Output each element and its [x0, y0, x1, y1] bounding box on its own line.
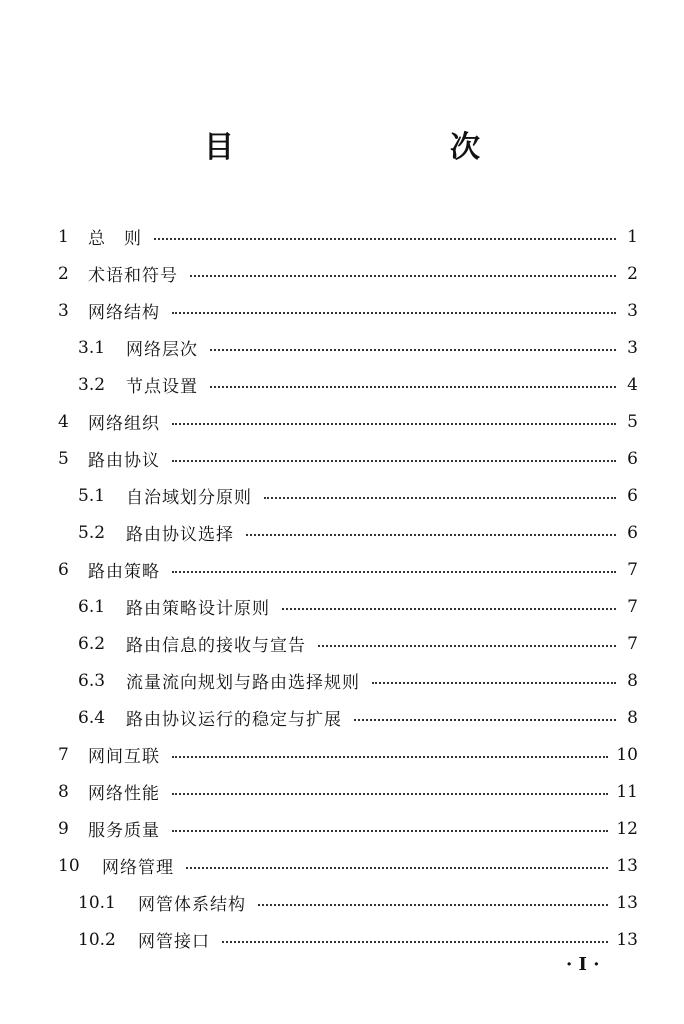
toc-entry-number: 6.2 — [78, 633, 106, 654]
toc-entry-number: 6.1 — [78, 596, 106, 617]
toc-entry-6-2[interactable] — [0, 625, 684, 662]
toc-entry-page: 7 — [627, 596, 638, 617]
dot-leader — [172, 830, 608, 832]
toc-entry-number: 7 — [58, 744, 69, 765]
toc-entry-page: 2 — [627, 263, 638, 284]
page-title: 目 次 — [204, 130, 532, 165]
toc-entry-title: 路由协议选择 — [126, 525, 234, 545]
toc-entry-number: 8 — [58, 781, 69, 802]
dot-leader — [172, 756, 608, 758]
toc-entry-page: 5 — [627, 411, 638, 432]
toc-entry-8[interactable] — [0, 773, 684, 810]
dot-leader — [264, 497, 616, 499]
dot-leader — [210, 349, 616, 351]
toc-entry-page: 10 — [616, 744, 638, 765]
toc-entry-title: 总 则 — [88, 229, 142, 249]
dot-leader — [258, 904, 608, 906]
dot-leader — [246, 534, 616, 536]
dot-leader — [172, 793, 608, 795]
toc-entry-number: 10 — [58, 855, 80, 876]
toc-entry-title: 服务质量 — [88, 821, 160, 841]
toc-entry-page: 3 — [627, 300, 638, 321]
toc-entry-title: 网络结构 — [88, 303, 160, 323]
dot-leader — [172, 312, 616, 314]
dot-leader — [354, 719, 616, 721]
toc-entry-9[interactable] — [0, 810, 684, 847]
toc-entry-number: 3.1 — [78, 337, 106, 358]
toc-entry-page: 4 — [627, 374, 638, 395]
toc-entry-1[interactable] — [0, 218, 684, 255]
page-number: · Ⅰ · — [566, 954, 600, 975]
toc-entry-title: 网间互联 — [88, 747, 160, 767]
toc-entry-title: 节点设置 — [126, 377, 198, 397]
toc-entry-number: 5.2 — [78, 522, 106, 543]
toc-entry-4[interactable] — [0, 403, 684, 440]
toc-entry-title: 网络组织 — [88, 414, 160, 434]
table-of-contents — [0, 218, 684, 958]
toc-entry-page: 8 — [627, 707, 638, 728]
toc-entry-number: 4 — [58, 411, 69, 432]
toc-entry-page: 13 — [616, 892, 638, 913]
toc-entry-page: 6 — [627, 522, 638, 543]
toc-entry-3-1[interactable] — [0, 329, 684, 366]
toc-entry-number: 1 — [58, 226, 69, 247]
toc-entry-title: 自治域划分原则 — [126, 488, 252, 508]
dot-leader — [186, 867, 608, 869]
toc-entry-title: 网络性能 — [88, 784, 160, 804]
toc-entry-10-1[interactable] — [0, 884, 684, 921]
toc-entry-6[interactable] — [0, 551, 684, 588]
toc-entry-5[interactable] — [0, 440, 684, 477]
toc-entry-title: 路由信息的接收与宣告 — [126, 636, 306, 656]
toc-entry-10-2[interactable] — [0, 921, 684, 958]
toc-entry-page: 11 — [616, 781, 638, 802]
toc-entry-number: 5.1 — [78, 485, 106, 506]
toc-entry-title: 术语和符号 — [88, 266, 178, 286]
toc-entry-title: 路由策略 — [88, 562, 160, 582]
toc-entry-page: 8 — [627, 670, 638, 691]
toc-entry-title: 路由协议 — [88, 451, 160, 471]
toc-entry-title: 网络层次 — [126, 340, 198, 360]
dot-leader — [318, 645, 616, 647]
toc-entry-number: 3.2 — [78, 374, 106, 395]
toc-entry-5-1[interactable] — [0, 477, 684, 514]
toc-entry-2[interactable] — [0, 255, 684, 292]
toc-entry-number: 5 — [58, 448, 69, 469]
toc-entry-title: 路由协议运行的稳定与扩展 — [126, 710, 342, 730]
toc-entry-number: 6.3 — [78, 670, 106, 691]
dot-leader — [172, 460, 616, 462]
toc-entry-6-1[interactable] — [0, 588, 684, 625]
toc-entry-5-2[interactable] — [0, 514, 684, 551]
toc-entry-page: 12 — [616, 818, 638, 839]
dot-leader — [222, 941, 608, 943]
toc-entry-title: 网管接口 — [138, 932, 210, 952]
toc-entry-title: 路由策略设计原则 — [126, 599, 270, 619]
toc-entry-page: 7 — [627, 633, 638, 654]
toc-entry-number: 9 — [58, 818, 69, 839]
dot-leader — [154, 238, 616, 240]
dot-leader — [172, 571, 616, 573]
toc-entry-7[interactable] — [0, 736, 684, 773]
toc-entry-page: 6 — [627, 448, 638, 469]
toc-entry-title: 网管体系结构 — [138, 895, 246, 915]
toc-entry-page: 13 — [616, 855, 638, 876]
toc-entry-title: 网络管理 — [102, 858, 174, 878]
toc-entry-3-2[interactable] — [0, 366, 684, 403]
toc-entry-number: 6 — [58, 559, 69, 580]
toc-entry-number: 3 — [58, 300, 69, 321]
dot-leader — [210, 386, 616, 388]
toc-entry-3[interactable] — [0, 292, 684, 329]
toc-entry-page: 13 — [616, 929, 638, 950]
dot-leader — [190, 275, 616, 277]
toc-entry-number: 10.2 — [78, 929, 116, 950]
toc-entry-title: 流量流向规划与路由选择规则 — [126, 673, 360, 693]
toc-entry-6-4[interactable] — [0, 699, 684, 736]
toc-entry-6-3[interactable] — [0, 662, 684, 699]
dot-leader — [282, 608, 616, 610]
dot-leader — [172, 423, 616, 425]
dot-leader — [372, 682, 616, 684]
toc-entry-number: 10.1 — [78, 892, 116, 913]
toc-entry-page: 1 — [627, 226, 638, 247]
toc-entry-page: 7 — [627, 559, 638, 580]
toc-entry-page: 6 — [627, 485, 638, 506]
toc-entry-number: 2 — [58, 263, 69, 284]
toc-entry-10[interactable] — [0, 847, 684, 884]
toc-entry-number: 6.4 — [78, 707, 106, 728]
toc-entry-page: 3 — [627, 337, 638, 358]
